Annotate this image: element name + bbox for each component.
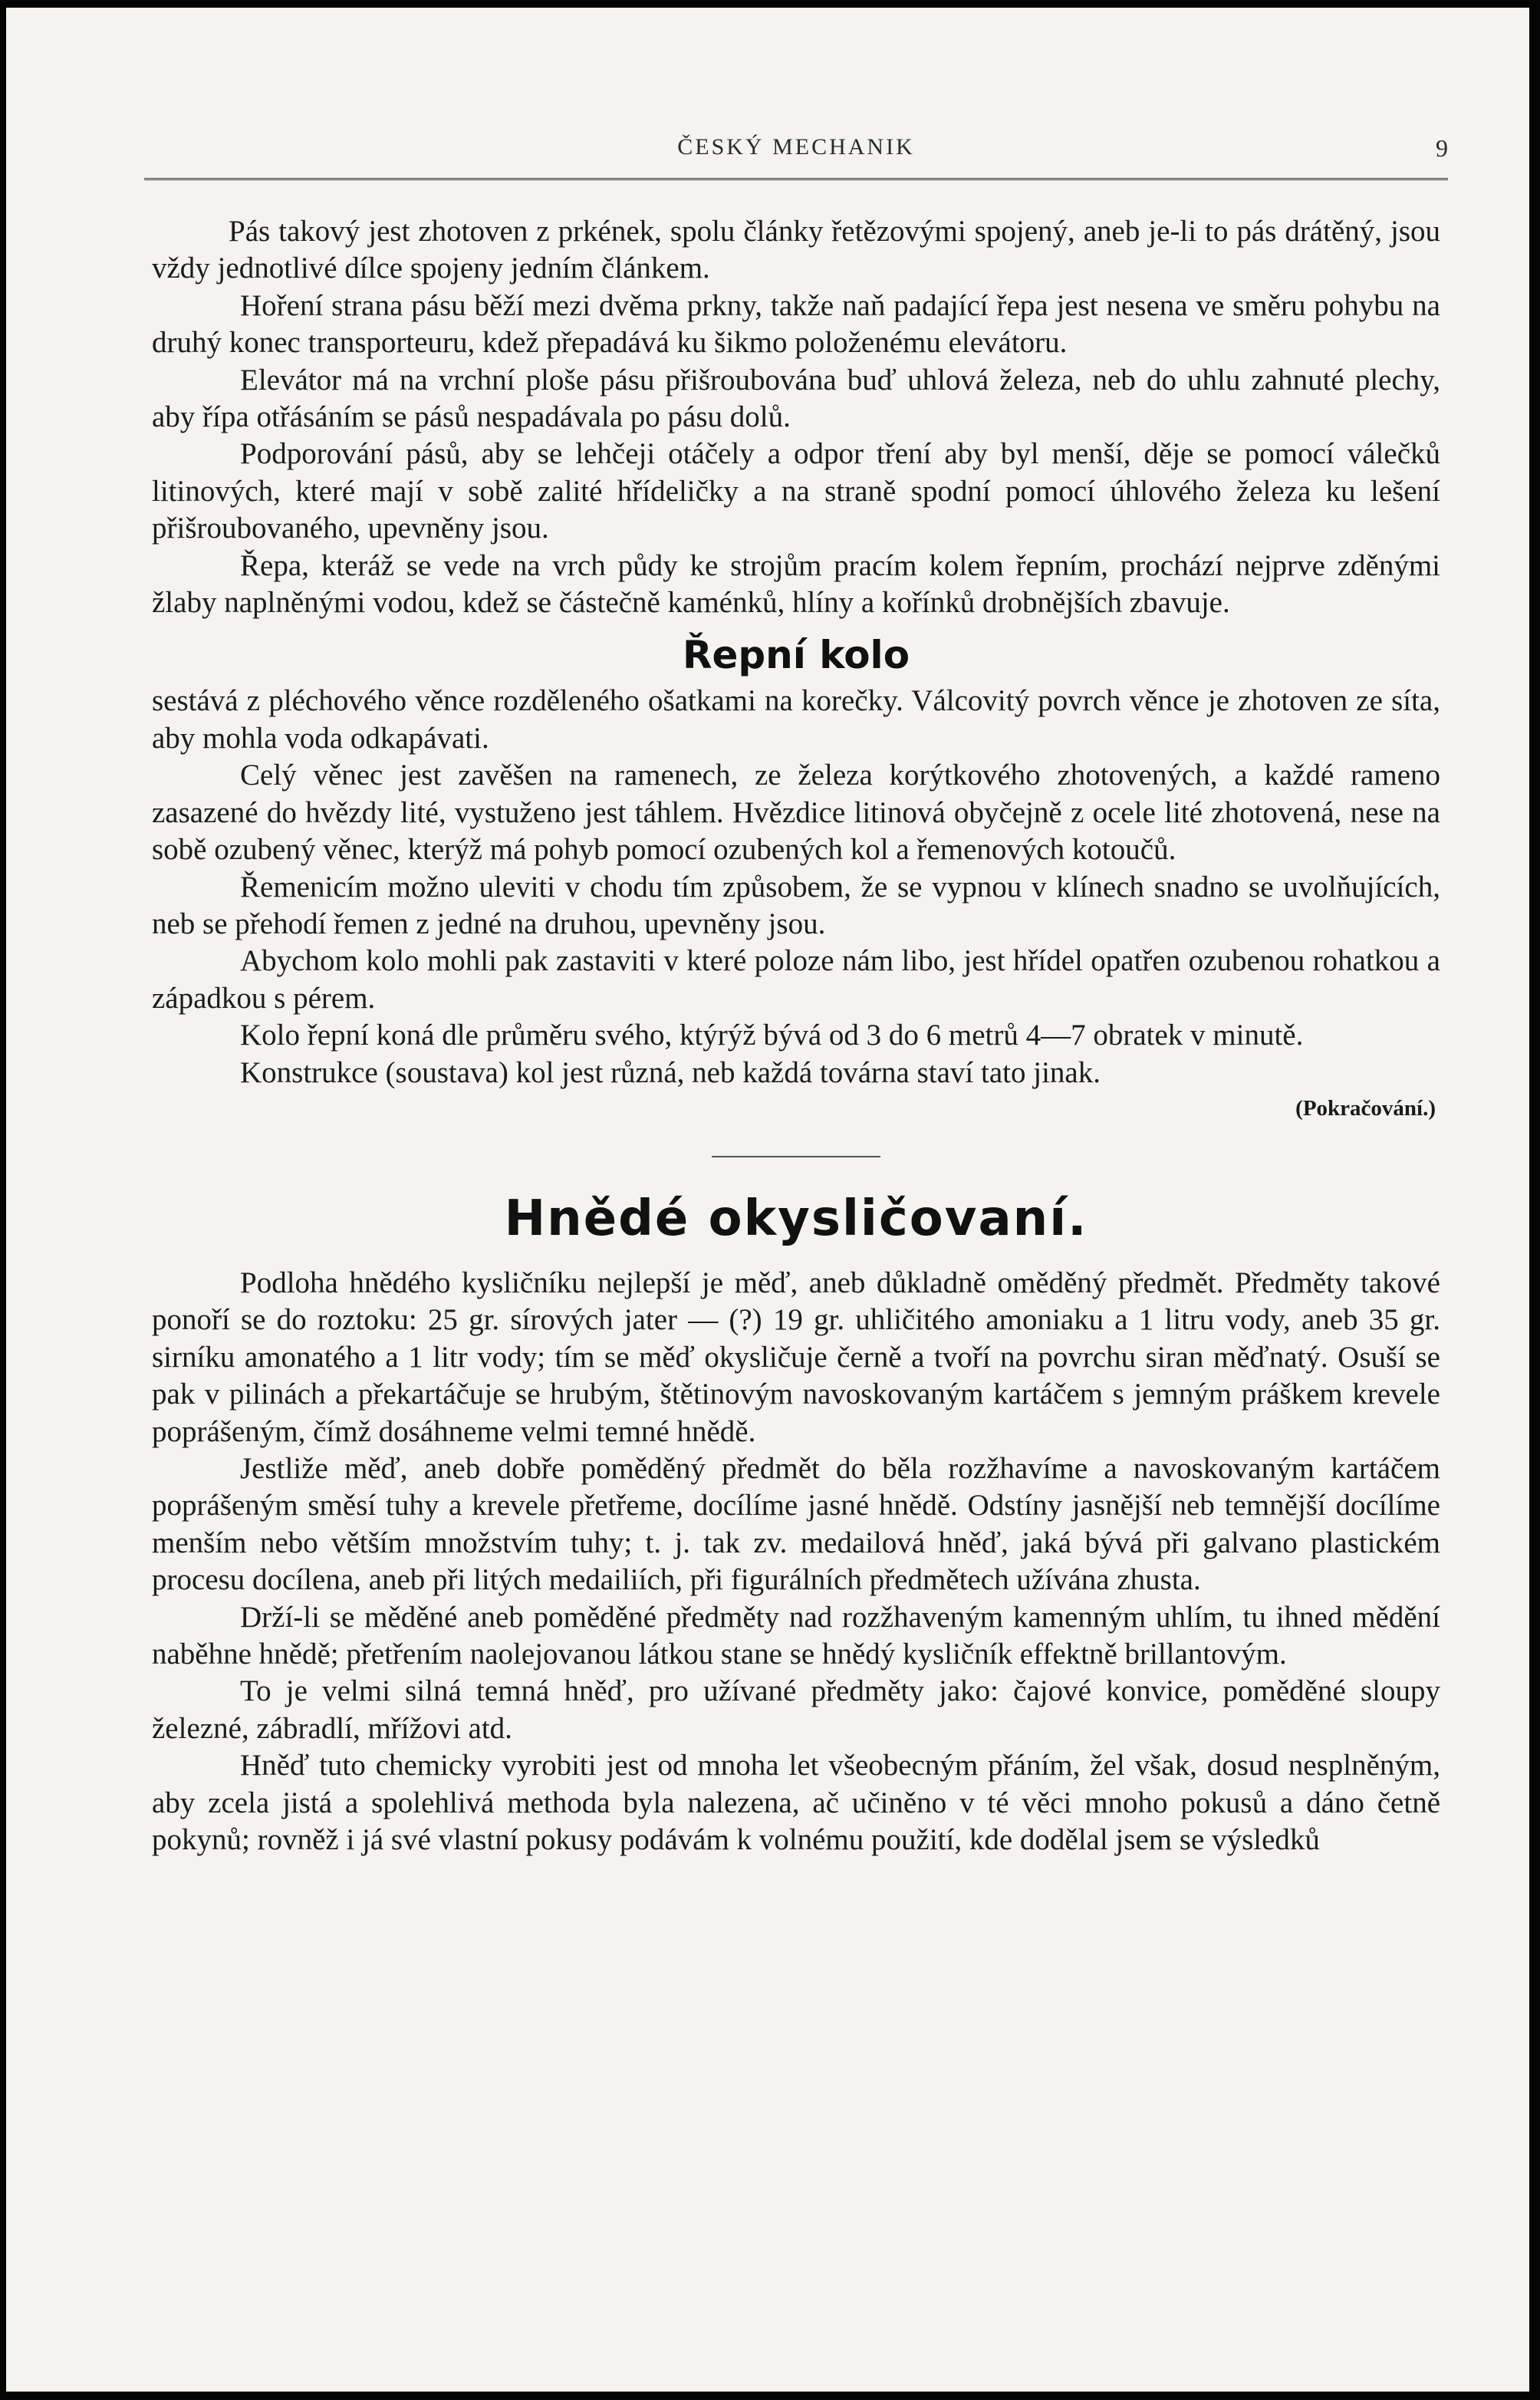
article-title: Hnědé okysličovaní. [504,1190,1088,1247]
page-number: 9 [1436,134,1448,162]
paragraph: Hněď tuto chemicky vyrobiti jest od mnoha let všeobecným přáním, žel však, dosud nesplněným, aby zcela jistá a spolehlivá methoda byla nalezena, ač učiněno v té věci mnoho pokusů a dáno četně pokynů; rovněž i já své vlastní pokusy podávám k volnému použití, kde dodělal jsem se výsledků [152,1749,1440,1857]
continuation-note: (Pokračování.) [1295,1095,1436,1121]
running-head [144,134,1448,165]
paragraph: Drží-li se měděné aneb poměděné předměty nad rozžhaveným kamenným uhlím, tu ihned mědění naběhne hnědě; přetřením naolejovanou látkou stane se hnědý kysličník effektně brillantovým. [152,1600,1440,1671]
paragraph: Hoření strana pásu běží mezi dvěma prkny, takže naň padající řepa jest nesena ve směru pohybu na druhý konec transporteuru, kdež přepadává ku šikmo položenému elevátoru. [152,288,1440,360]
paragraph: Konstrukce (soustava) kol jest různá, neb každá továrna staví tato jinak. [240,1055,1101,1089]
paragraph: Celý věnec jest zavěšen na ramenech, ze železa korýtkového zhotovených, a každé rameno zasazené do hvězdy lité, vystuženo jest táhlem. Hvězdice litinová obyčejně z ocele lité zhotovená, nese na sobě ozubený věnec, kterýž má pohyb pomocí ozubených kol a řemenových kotoučů. [152,759,1440,867]
section-divider [712,1156,880,1157]
paragraph: sestává z pléchového věnce rozděleného ošatkami na korečky. Válcovitý povrch věnce je zhotoven ze síta, aby mohla voda odkapávati. [152,684,1440,755]
journal-title: ČESKÝ MECHANIK [677,134,915,160]
paragraph: Jestliže měď, aneb dobře poměděný předmět do běla rozžhavíme a navoskovaným kartáčem poprášeným směsí tuhy a krevele přetřeme, docílíme jasné hnědě. Odstíny jasnější neb temnější docílíme menším nebo větším množstvím tuhy; t. j. tak zv. medailová hněď, jaká bývá při galvano plastickém procesu docílena, aneb při litých medailiích, při figurálních předmětech užívána zhusta. [152,1451,1440,1597]
paragraph: Elevátor má na vrchní ploše pásu přišroubována buď uhlová železa, neb do uhlu zahnuté plechy, aby řípa otřásáním se pásů nespadávala po pásu dolů. [152,363,1440,434]
section-heading: Řepní kolo [682,633,910,678]
header-rule [144,178,1448,180]
paragraph: Abychom kolo mohli pak zastaviti v které poloze nám libo, jest hřídel opatřen ozubenou rohatkou a západkou s pérem. [152,944,1440,1015]
paragraph: Podloha hnědého kysličníku nejlepší je měď, aneb důkladně oměděný předmět. Předměty takové ponoří se do roztoku: 25 gr. sírových jater — (?) 19 gr. uhličitého amoniaku a 1 litru vody, aneb 35 gr. sirníku amonatého a 1 litr vody; tím se měď okysličuje černě a tvoří na povrchu siran měďnatý. Osuší se pak v pilinách a překartáčuje se hrubým, štětinovým navoskovaným kartáčem s jemným práškem krevele poprášeným, čímž dosáhneme velmi temné hnědě. [152,1266,1440,1448]
paragraph: Řemenicím možno uleviti v chodu tím způsobem, že se vypnou v klínech snadno se uvolňujících, neb se přehodí řemen z jedné na druhou, upevněny jsou. [152,870,1440,940]
page-content [152,213,1440,1858]
paragraph: Řepa, kteráž se vede na vrch půdy ke strojům pracím kolem řepním, prochází nejprve zděnými žlaby naplněnými vodou, kdež se částečně kaménků, hlíny a kořínků drobnějších zbavuje. [152,548,1440,620]
paragraph: Kolo řepní koná dle průměru svého, ktýrýž bývá od 3 do 6 metrů 4—7 obratek v minutě. [240,1019,1304,1052]
journal-page [6,8,1529,2392]
paragraph: Pás takový jest zhotoven z prkének, spolu články řetězovými spojený, aneb je-li to pás drátěný, jsou vždy jednotlivé dílce spojeny jedním článkem. [152,215,1440,285]
paragraph: To je velmi silná temná hněď, pro užívané předměty jako: čajové konvice, poměděné sloupy železné, zábradlí, mřížovi atd. [152,1674,1440,1745]
paragraph: Podporování pásů, aby se lehčeji otáčely a odpor tření aby byl menší, děje se pomocí válečků litinových, které mají v sobě zalité hřídeličky a na straně spodní pomocí úhlového železa ku lešení přišroubovaného, upevněny jsou. [152,437,1440,545]
